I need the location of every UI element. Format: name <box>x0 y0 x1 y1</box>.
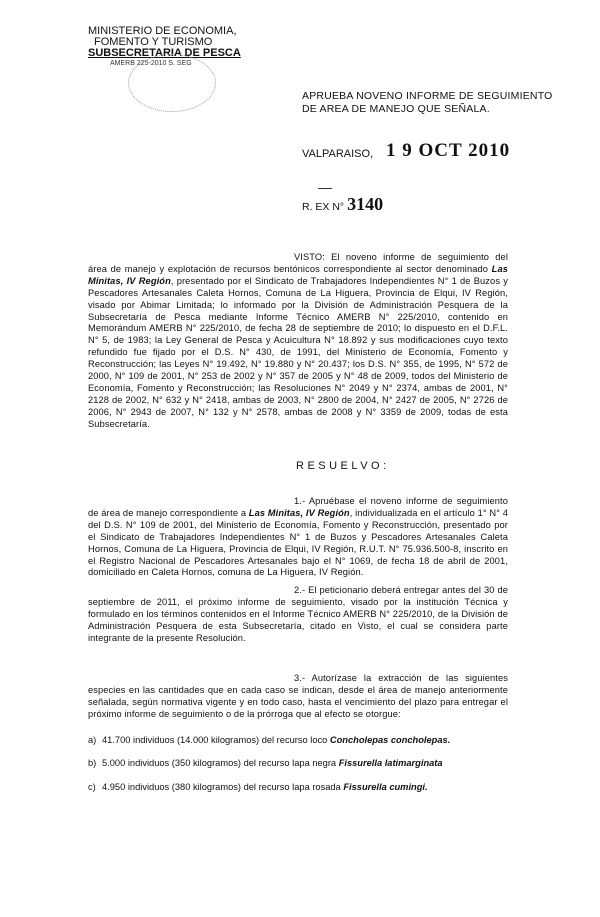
document-subject <box>302 90 553 116</box>
official-seal-stamp <box>128 54 216 112</box>
clause-2: 2.- El peticionario deberá entregar antes del 30 de septiembre de 2011, el próximo informe de seguimiento, visado por la institución Técnica y formulado en los términos contenidos en el Informe Técnico AMERB N° 225/2010, de la División de Administración Pesquera de esta Subsecretaría, citado en Visto, el cual se considera parte integrante de la presente Resolución. <box>88 585 508 643</box>
visto-text-b: , presentado por el Sindicato de Trabajadores Independientes N° 1 de Buzos y Pescadores Artesanales Caleta Hornos, Comuna de La Higuera, Provincia de Elqui, IV Región, visado por Abimar Limitada; lo informado por la División de Administración Pesquera de la Subsecretaría de Pesca mediante Informe Técnico AMERB N° 225/2010, contenido en Memorándum AMERB N° 225/2010, de fecha 28 de septiembre de 2010; lo dispuesto en el D.F.L. N° 5, de 1983; la Ley General de Pesca y Acuicultura N° 18.892 y sus modificaciones cuyo texto refundido fue fijado por el D.S. N° 430, de 1991, del Ministerio de Economía, Fomento y Reconstrucción; las Leyes N° 19.492, N° 19.880 y N° 20.437; los D.S. N° 355, de 1995, N° 572 de 2000, N° 109 de 2001, N° 253 de 2002 y N° 357 de 2005 y N° 48 de 2009, todos del Ministerio de Economía, Fomento y Reconstrucción; las Resoluciones N° 2049 y N° 2374, ambas de 2001, N° 2128 de 2002, N° 632 y N° 2418, ambas de 2003, N° 2800 de 2004, N° 2427 de 2005, N° 2726 de 2006, N° 2943 de 2007, N° 132 y N° 2578, ambas de 2008 y N° 3359 de 2009, todas de esta Subsecretaría. <box>88 275 508 429</box>
item-marker: c) <box>88 782 96 792</box>
subject-line-1: APRUEBA NOVENO INFORME DE SEGUIMIENTO <box>302 90 553 102</box>
clause-1-text-b: , individualizada en el artículo 1° N° 4 del D.S. N° 109 de 2001, del Ministerio de Economía, Fomento y Reconstrucción, presentado por el Sindicato de Trabajadores Independientes N° 1 de Buzos y Pescadores Artesanales Caleta Hornos, Comuna de La Higuera, Provincia de Elqui, IV Región, R.U.T. N° 75.936.500-8, inscrito en el Registro Nacional de Pescadores Artesanales bajo el N° 1069, de fecha 18 de abril de 2001, domiciliado en Caleta Hornos, comuna de La Higuera, IV Región. <box>88 507 508 578</box>
divider-dash <box>318 188 332 189</box>
clause-1-sector: Las Minitas, IV Región <box>248 507 350 518</box>
visto-paragraph <box>88 252 508 431</box>
visto-sector: Las Minitas, IV Región <box>88 263 508 286</box>
item-marker: a) <box>88 735 97 745</box>
reference-code: AMERB 225-2010 S. SEG <box>110 60 192 67</box>
list-item <box>88 781 528 793</box>
clause-1 <box>88 496 508 579</box>
ministry-name: MINISTERIO DE ECONOMIA, <box>88 25 237 37</box>
subject-line-2: DE AREA DE MANEJO QUE SEÑALA. <box>302 103 490 115</box>
clause-3: 3.- Autorízase la extracción de las siguientes especies en las cantidades que en cada caso se indican, desde el área de manejo anteriormente señalada, según normativa vigente y en todo caso, hasta el vencimiento del plazo para entregar el próximo informe de seguimiento o de la prórroga que al efecto se otorgue: <box>88 673 508 719</box>
resolution-number <box>302 194 383 215</box>
clause-1-text-a: 1.- Apruébase el noveno informe de seguimiento de área de manejo correspondiente a <box>88 496 508 518</box>
item-species: Fissurella cumingi. <box>343 782 428 792</box>
subsecretaria-name: SUBSECRETARIA DE PESCA <box>88 47 241 59</box>
list-item <box>88 757 528 769</box>
item-species: Fissurella latimarginata <box>338 758 443 768</box>
list-item <box>88 734 528 746</box>
resolution-value: 3140 <box>347 194 384 214</box>
resuelvo-heading: RESUELVO: <box>296 460 390 472</box>
item-marker: b) <box>88 758 97 768</box>
item-species: Concholepas concholepas. <box>329 735 451 745</box>
item-text: 4.950 individuos (380 kilogramos) del recurso lapa rosada <box>102 782 344 792</box>
resolution-label: R. EX N° <box>302 201 345 213</box>
ministry-subtitle: FOMENTO Y TURISMO <box>94 36 213 48</box>
place-label: VALPARAISO, <box>302 148 374 160</box>
item-text: 41.700 individuos (14.000 kilogramos) del recurso loco <box>102 735 330 745</box>
date-stamp: 1 9 OCT 2010 <box>386 140 511 161</box>
item-text: 5.000 individuos (350 kilogramos) del recurso lapa negra <box>102 758 339 768</box>
visto-text-a: VISTO: El noveno informe de seguimiento del área de manejo y explotación de recursos bentónicos correspondiente al sector denominado <box>88 252 508 274</box>
